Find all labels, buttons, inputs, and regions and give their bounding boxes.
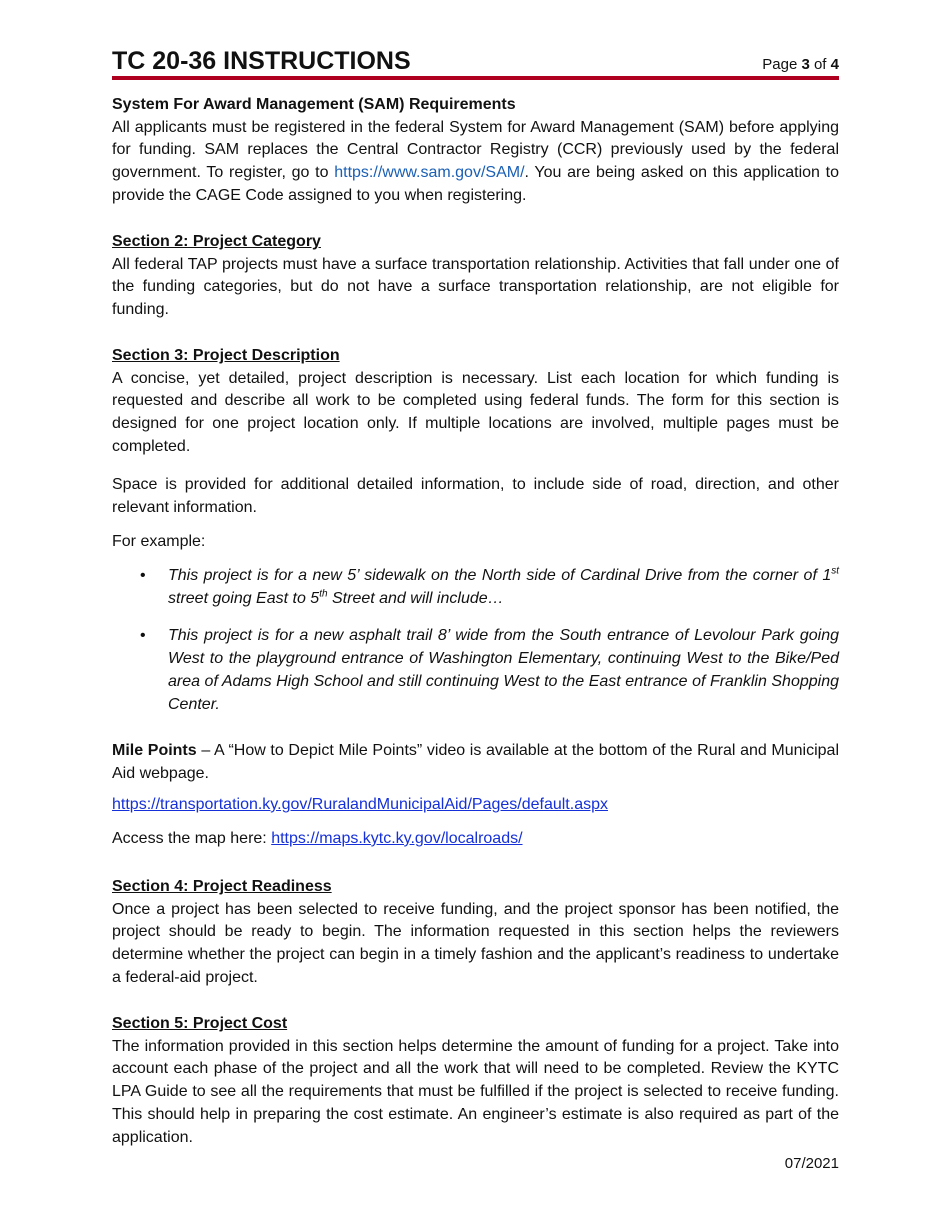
sam-heading: System For Award Management (SAM) Requirements xyxy=(112,96,516,113)
map-link[interactable]: https://maps.kytc.ky.gov/localroads/ xyxy=(271,830,523,847)
bullet-dot: • xyxy=(140,627,146,645)
page-prefix: Page xyxy=(762,56,802,73)
section-2-text: All federal TAP projects must have a surface transportation relationship. Activities that fall under one of the funding categories, but do not have a surface transportation relationship, are not eligible for funding. xyxy=(112,255,839,319)
section-5 xyxy=(112,1013,839,1149)
bullet1-text-c: Street and will include… xyxy=(327,589,504,607)
section-3-heading: Section 3: Project Description xyxy=(112,347,340,364)
rural-aid-link-line xyxy=(112,794,839,817)
example-item-2 xyxy=(112,625,839,716)
header-rule xyxy=(112,76,839,80)
section-3 xyxy=(112,345,839,459)
page-mid: of xyxy=(809,56,831,73)
footer-date: 07/2021 xyxy=(784,1155,839,1172)
section-2 xyxy=(112,231,839,322)
bullet1-text-b: street going East to 5 xyxy=(168,589,320,607)
map-access-label: Access the map here: xyxy=(112,830,272,847)
mile-points-paragraph xyxy=(112,740,839,785)
section-4 xyxy=(112,876,839,990)
document-title: TC 20-36 INSTRUCTIONS xyxy=(112,47,411,75)
section-5-heading: Section 5: Project Cost xyxy=(112,1015,288,1032)
bullet1-sup-1: st xyxy=(831,565,839,577)
page-total: 4 xyxy=(830,56,839,73)
page-number xyxy=(762,56,839,73)
bullet-dot: • xyxy=(140,567,146,584)
example-item-1 xyxy=(112,565,839,610)
mile-points-text: – A “How to Depict Mile Points” video is available at the bottom of the Rural and Municipal Aid webpage. xyxy=(112,742,840,782)
sam-section xyxy=(112,94,839,208)
page-current: 3 xyxy=(801,56,810,73)
section-3-paragraph-2: Space is provided for additional detailed information, to include side of road, direction, and other relevant information. xyxy=(112,476,839,516)
section-3-paragraph-1: A concise, yet detailed, project description is necessary. List each location for which funding is requested and describe all work to be completed using federal funds. The form for this section is designed for one project location only. If multiple locations are involved, multiple pages must be completed. xyxy=(112,369,839,455)
sam-text-after: . You are being asked on this application to provide the CAGE Code assigned to you when registering. xyxy=(112,164,839,204)
rural-aid-link[interactable]: https://transportation.ky.gov/RuralandMunicipalAid/Pages/default.aspx xyxy=(112,796,608,813)
bullet2-text: This project is for a new asphalt trail 8’ wide from the South entrance of Levolour Park going West to the playground entrance of Washington Elementary, continuing West to the Bike/Ped area of Adams High School and still continuing West to the East entrance of Franklin Shopping Center. xyxy=(168,627,839,713)
sam-text-before: All applicants must be registered in the federal System for Award Management (SAM) before applying for funding. SAM replaces the Central Contractor Registry (CCR) previously used by the federal government. To register, go to xyxy=(112,118,839,182)
sam-paragraph xyxy=(112,117,839,208)
section-5-text: The information provided in this section helps determine the amount of funding for a project. Take into account each phase of the project and all the work that will need to be completed. Review the KYTC LPA Guide to see all the requirements that must be fulfilled if the project is selected to receive funding. This should help in preparing the cost estimate. An engineer’s estimate is also required as part of the application. xyxy=(112,1037,839,1146)
example-label: For example: xyxy=(112,533,206,550)
section-4-text: Once a project has been selected to receive funding, and the project sponsor has been notified, the project should be ready to begin. The information requested in this section helps the reviewers determine whether the project can begin in a timely fashion and the applicant’s readiness to undertake a federal-aid project. xyxy=(112,900,839,986)
sam-link[interactable]: https://www.sam.gov/SAM/ xyxy=(334,164,525,182)
bullet1-sup-2: th xyxy=(319,588,328,600)
section-2-heading: Section 2: Project Category xyxy=(112,233,321,250)
mile-points-label: Mile Points xyxy=(112,742,197,759)
map-access-line xyxy=(112,828,839,851)
bullet1-text-a: This project is for a new 5’ sidewalk on the North side of Cardinal Drive from the corner of 1 xyxy=(168,567,832,584)
section-4-heading: Section 4: Project Readiness xyxy=(112,878,332,895)
example-list xyxy=(112,565,839,716)
